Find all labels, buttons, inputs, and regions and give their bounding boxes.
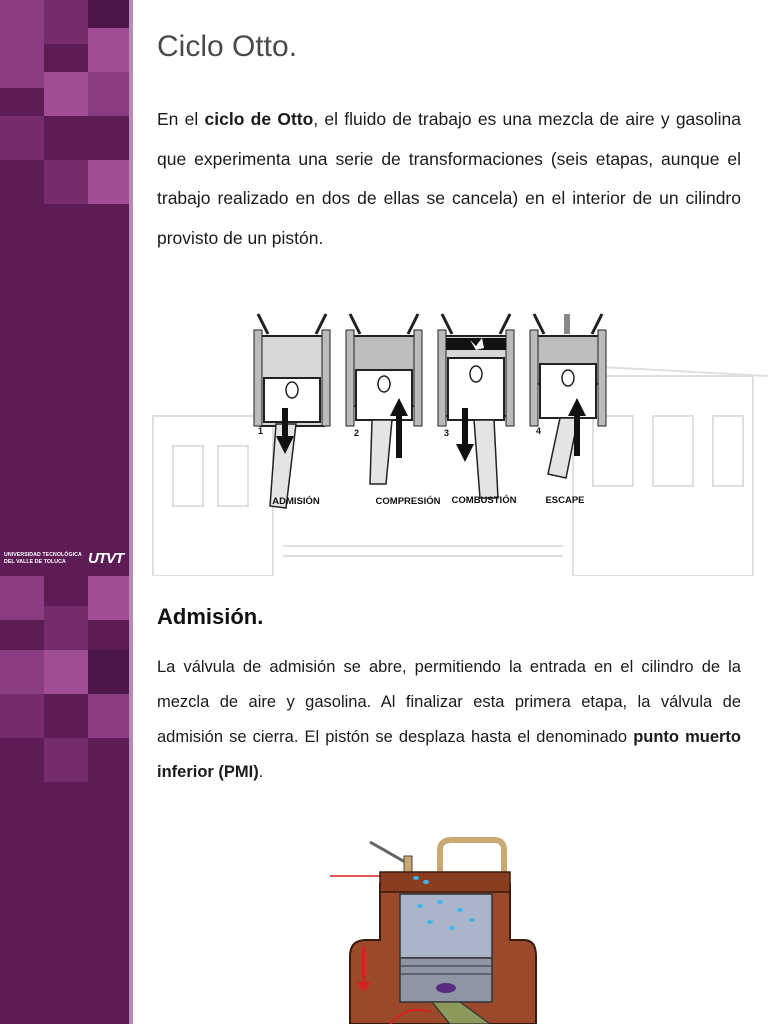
logo-line2: DEL VALLE DE TOLUCA — [4, 559, 66, 565]
section-heading: Admisión. — [157, 604, 264, 629]
slide-admision — [0, 576, 768, 1024]
cylinder-compresion — [346, 314, 422, 484]
label-escape: ESCAPE — [545, 495, 585, 506]
logo-mark: UTVT — [88, 550, 124, 567]
cylinder-admision — [254, 314, 330, 508]
stroke-number-2: 2 — [354, 428, 360, 438]
slide-title: Ciclo Otto. — [157, 30, 298, 63]
intake-stroke-diagram — [320, 836, 540, 1024]
term-ciclo-de-otto: ciclo de Otto — [204, 109, 314, 129]
label-compresion: COMPRESIÓN — [375, 496, 441, 507]
sidebar — [0, 0, 133, 576]
cylinder-escape — [530, 314, 606, 478]
sidebar — [0, 576, 133, 1024]
stroke-number-1: 1 — [258, 426, 264, 436]
label-admision: ADMISIÓN — [272, 496, 320, 507]
label-combustion: COMBUSTIÓN — [451, 495, 517, 506]
university-logo — [4, 550, 128, 568]
cylinder-combustion — [438, 314, 514, 498]
logo-line1: UNIVERSIDAD TECNOLÓGICA — [4, 552, 82, 558]
intro-paragraph: En el ciclo de Otto, el fluido de trabajo es una mezcla de aire y gasolina que experimenta una serie de transformaciones (seis etapas, aunque el trabajo realizado en dos de ellas se cancela) en el interior de un cilindro provisto de un pistón. — [157, 109, 742, 248]
term-pmi: punto muerto inferior (PMI) — [157, 728, 741, 781]
four-stroke-diagram — [248, 308, 616, 520]
stroke-number-3: 3 — [444, 428, 450, 438]
admision-paragraph: La válvula de admisión se abre, permitiendo la entrada en el cilindro de la mezcla de aire y gasolina. Al finalizar esta primera etapa, la válvula de admisión se cierra. El pistón se desplaza hasta el denominado punto muerto inferior (PMI). — [157, 658, 741, 781]
stroke-number-4: 4 — [536, 426, 542, 436]
